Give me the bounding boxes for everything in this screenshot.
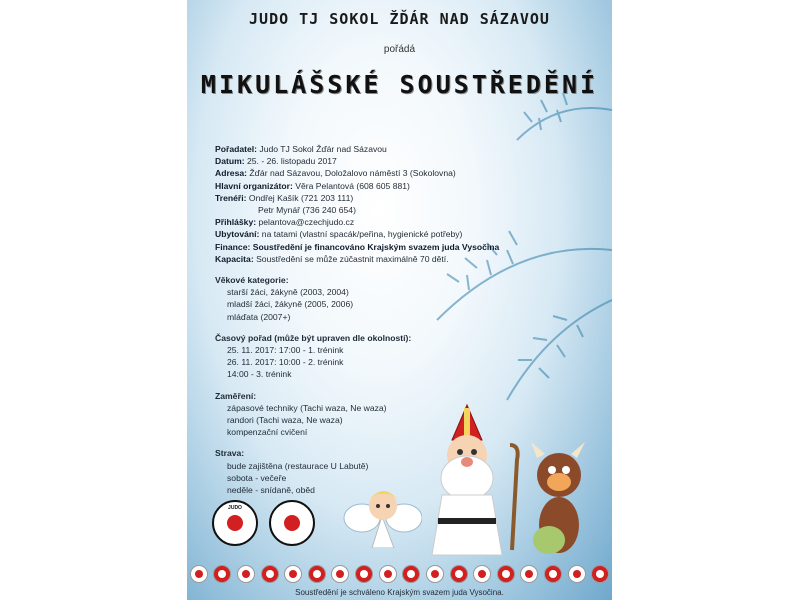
focus-item: randori (Tachi waza, Ne waza) xyxy=(227,415,343,426)
food-item: neděle - snídaně, oběd xyxy=(227,485,315,496)
poster xyxy=(187,0,612,600)
info-datum: Datum: 25. - 26. listopadu 2017 xyxy=(215,156,337,167)
sponsor-logo xyxy=(355,565,373,583)
food-item: bude zajištěna (restaurace U Labutě) xyxy=(227,460,369,471)
angel-illustration xyxy=(342,478,422,548)
focus-item: kompenzační cvičení xyxy=(227,427,308,438)
info-poradatel: Pořadatel: Judo TJ Sokol Žďár nad Sázavou xyxy=(215,144,387,154)
presents-text: pořádá xyxy=(383,44,416,55)
sponsor-logo xyxy=(237,565,255,583)
sponsor-logo xyxy=(379,565,397,583)
sponsor-logo xyxy=(426,565,444,583)
food-title: Strava: xyxy=(215,448,245,459)
devil-illustration xyxy=(519,440,599,560)
sponsor-logo xyxy=(331,565,349,583)
judo-club-logo: JUDO xyxy=(212,500,258,546)
schedule-title: Časový pořad (může být upraven dle okolností): xyxy=(215,332,412,343)
info-organizer: Hlavní organizátor: Věra Pelantová (608 605 881) xyxy=(215,180,410,191)
sponsor-logo xyxy=(213,565,231,583)
sponsor-logo xyxy=(402,565,420,583)
category-item: mláďata (2007+) xyxy=(227,311,291,322)
organization-title: JUDO TJ SOKOL ŽĎÁR NAD SÁZAVOU xyxy=(249,10,550,28)
info-kapacita: Kapacita: Soustředění se může zúčastnit maximálně 70 dětí. xyxy=(215,253,449,264)
sponsor-logo xyxy=(308,565,326,583)
sponsor-logo xyxy=(568,565,586,583)
food-item: sobota - večeře xyxy=(227,472,287,483)
email-link[interactable]: pelantova@czechjudo.cz xyxy=(256,217,355,228)
sponsor-logo-strip xyxy=(187,563,612,585)
sokol-club-logo xyxy=(269,500,315,546)
st-nicholas-illustration xyxy=(422,400,532,560)
sponsor-logo xyxy=(284,565,302,583)
sponsor-logo xyxy=(190,565,208,583)
info-finance: Finance: Soustředění je financováno Krajským svazem juda Vysočina xyxy=(215,241,500,252)
category-item: mladší žáci, žákyně (2005, 2006) xyxy=(227,299,354,310)
sponsor-logo xyxy=(261,565,279,583)
schedule-row: 26. 11. 2017: 10:00 - 2. trénink xyxy=(227,357,344,368)
sponsor-logo xyxy=(473,565,491,583)
category-item: starší žáci, žákyně (2003, 2004) xyxy=(227,287,349,298)
focus-title: Zaměření: xyxy=(215,390,257,401)
sponsor-logo xyxy=(450,565,468,583)
categories-title: Věkové kategorie: xyxy=(215,275,289,286)
schedule-row: 25. 11. 2017: 17:00 - 1. trénink xyxy=(227,345,344,356)
info-prihlasky: Přihlášky: pelantova@czechjudo.cz xyxy=(215,217,355,228)
footer-approval-text: Soustředění je schváleno Krajským svazem juda Vysočina. xyxy=(295,588,504,597)
event-title: MIKULÁŠSKÉ SOUSTŘEDĚNÍ xyxy=(200,70,599,99)
focus-item: zápasové techniky (Tachi waza, Ne waza) xyxy=(227,402,387,413)
sponsor-logo xyxy=(591,565,609,583)
sponsor-logo xyxy=(497,565,515,583)
info-trener2: Petr Mynář (736 240 654) xyxy=(258,205,356,216)
schedule-row: 14:00 - 3. trénink xyxy=(227,369,292,380)
info-treneri: Trenéři: Ondřej Kašík (721 203 111) xyxy=(215,192,354,203)
sponsor-logo xyxy=(520,565,538,583)
info-ubytovani: Ubytování: na tatami (vlastní spacák/peřina, hygienické potřeby) xyxy=(215,229,463,240)
info-adresa: Adresa: Žďár nad Sázavou, Doložalovo náměstí 3 (Sokolovna) xyxy=(215,168,456,179)
sponsor-logo xyxy=(544,565,562,583)
